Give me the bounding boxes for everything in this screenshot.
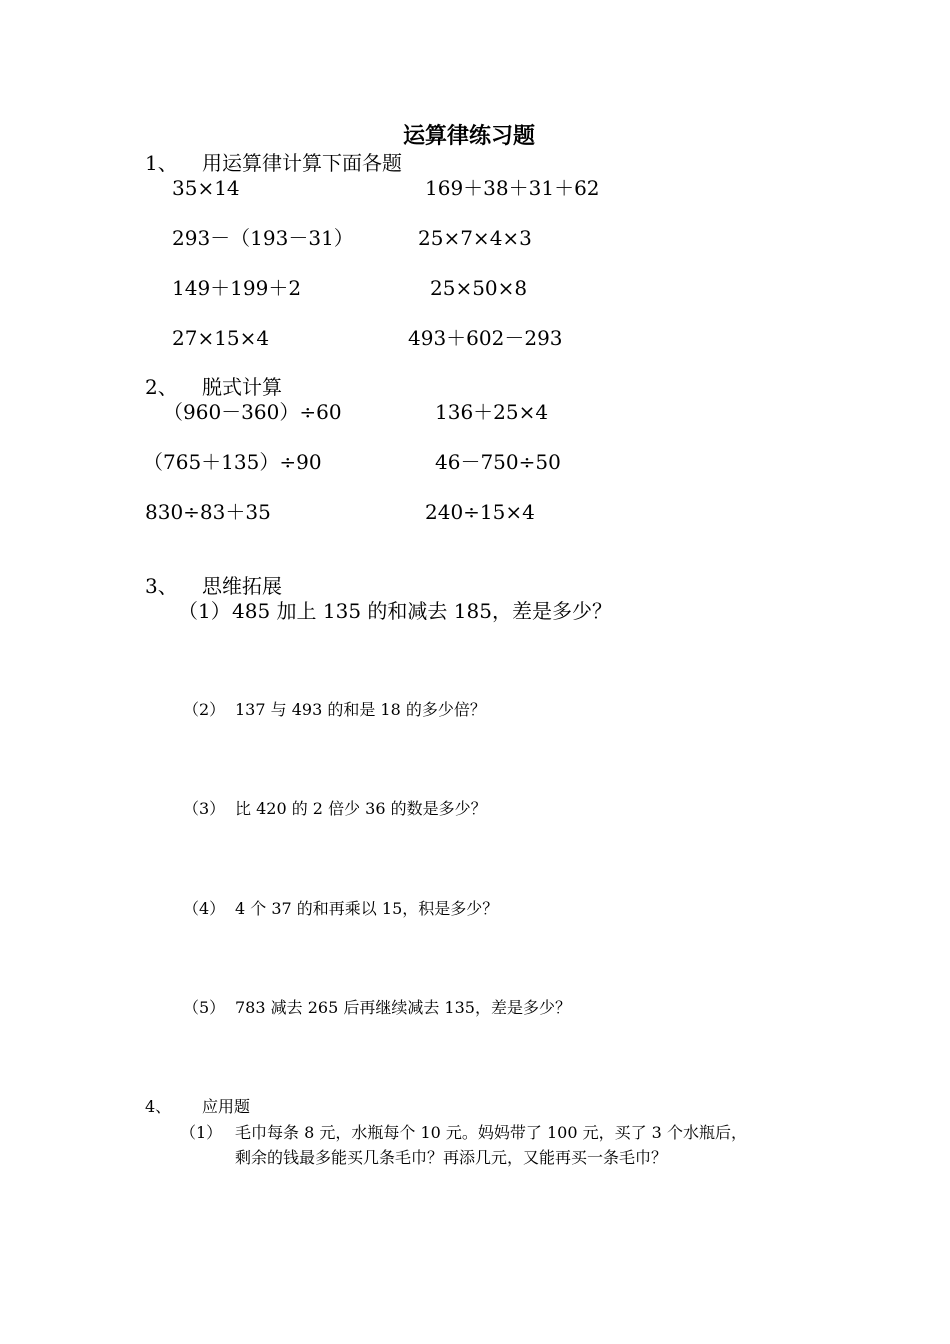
section-2-number: 2、 [145, 375, 178, 399]
problem-2-2: 136＋25×4 [435, 400, 549, 424]
question-3-2-label: （2） [183, 700, 226, 719]
problem-1-2: 169＋38＋31＋62 [425, 176, 600, 200]
question-3-3-text: 比 420 的 2 倍少 36 的数是多少？ [235, 799, 487, 818]
section-2-heading: 脱式计算 [202, 375, 282, 399]
page-title: 运算律练习题 [403, 123, 536, 149]
question-4-1-label: （1） [180, 1123, 223, 1142]
problem-1-8: 493＋602－293 [408, 326, 563, 350]
section-4-number: 4、 [145, 1097, 172, 1116]
problem-2-3: （765＋135）÷90 [143, 450, 322, 474]
problem-1-4: 25×7×4×3 [418, 226, 532, 250]
problem-1-6: 25×50×8 [430, 276, 528, 300]
question-4-1-line-1: 毛巾每条 8 元，水瓶每个 10 元。妈妈带了 100 元，买了 3 个水瓶后， [235, 1123, 747, 1142]
problem-1-7: 27×15×4 [172, 326, 270, 350]
question-3-2-text: 137 与 493 的和是 18 的多少倍？ [235, 700, 486, 719]
section-1-heading: 用运算律计算下面各题 [202, 151, 402, 175]
problem-2-6: 240÷15×4 [425, 500, 535, 524]
question-3-5-text: 783 减去 265 后再继续减去 135，差是多少？ [235, 998, 571, 1017]
question-3-5-label: （5） [183, 998, 226, 1017]
problem-1-3: 293－（193－31） [172, 226, 354, 250]
section-3-heading: 思维拓展 [202, 574, 282, 598]
question-3-1-label: （1） [178, 599, 231, 623]
problem-1-1: 35×14 [172, 176, 240, 200]
question-3-3-label: （3） [183, 799, 226, 818]
problem-1-5: 149＋199＋2 [172, 276, 302, 300]
problem-2-1: （960－360）÷60 [163, 400, 342, 424]
question-4-1-line-2: 剩余的钱最多能买几条毛巾？再添几元，又能再买一条毛巾？ [235, 1148, 668, 1167]
question-3-1-text: 485 加上 135 的和减去 185，差是多少？ [232, 599, 612, 623]
problem-2-4: 46－750÷50 [435, 450, 561, 474]
question-3-4-text: 4 个 37 的和再乘以 15，积是多少？ [235, 899, 499, 918]
section-4-heading: 应用题 [202, 1097, 251, 1116]
section-3-number: 3、 [145, 574, 178, 598]
problem-2-5: 830÷83＋35 [145, 500, 271, 524]
section-1-number: 1、 [145, 151, 178, 175]
question-3-4-label: （4） [183, 899, 226, 918]
